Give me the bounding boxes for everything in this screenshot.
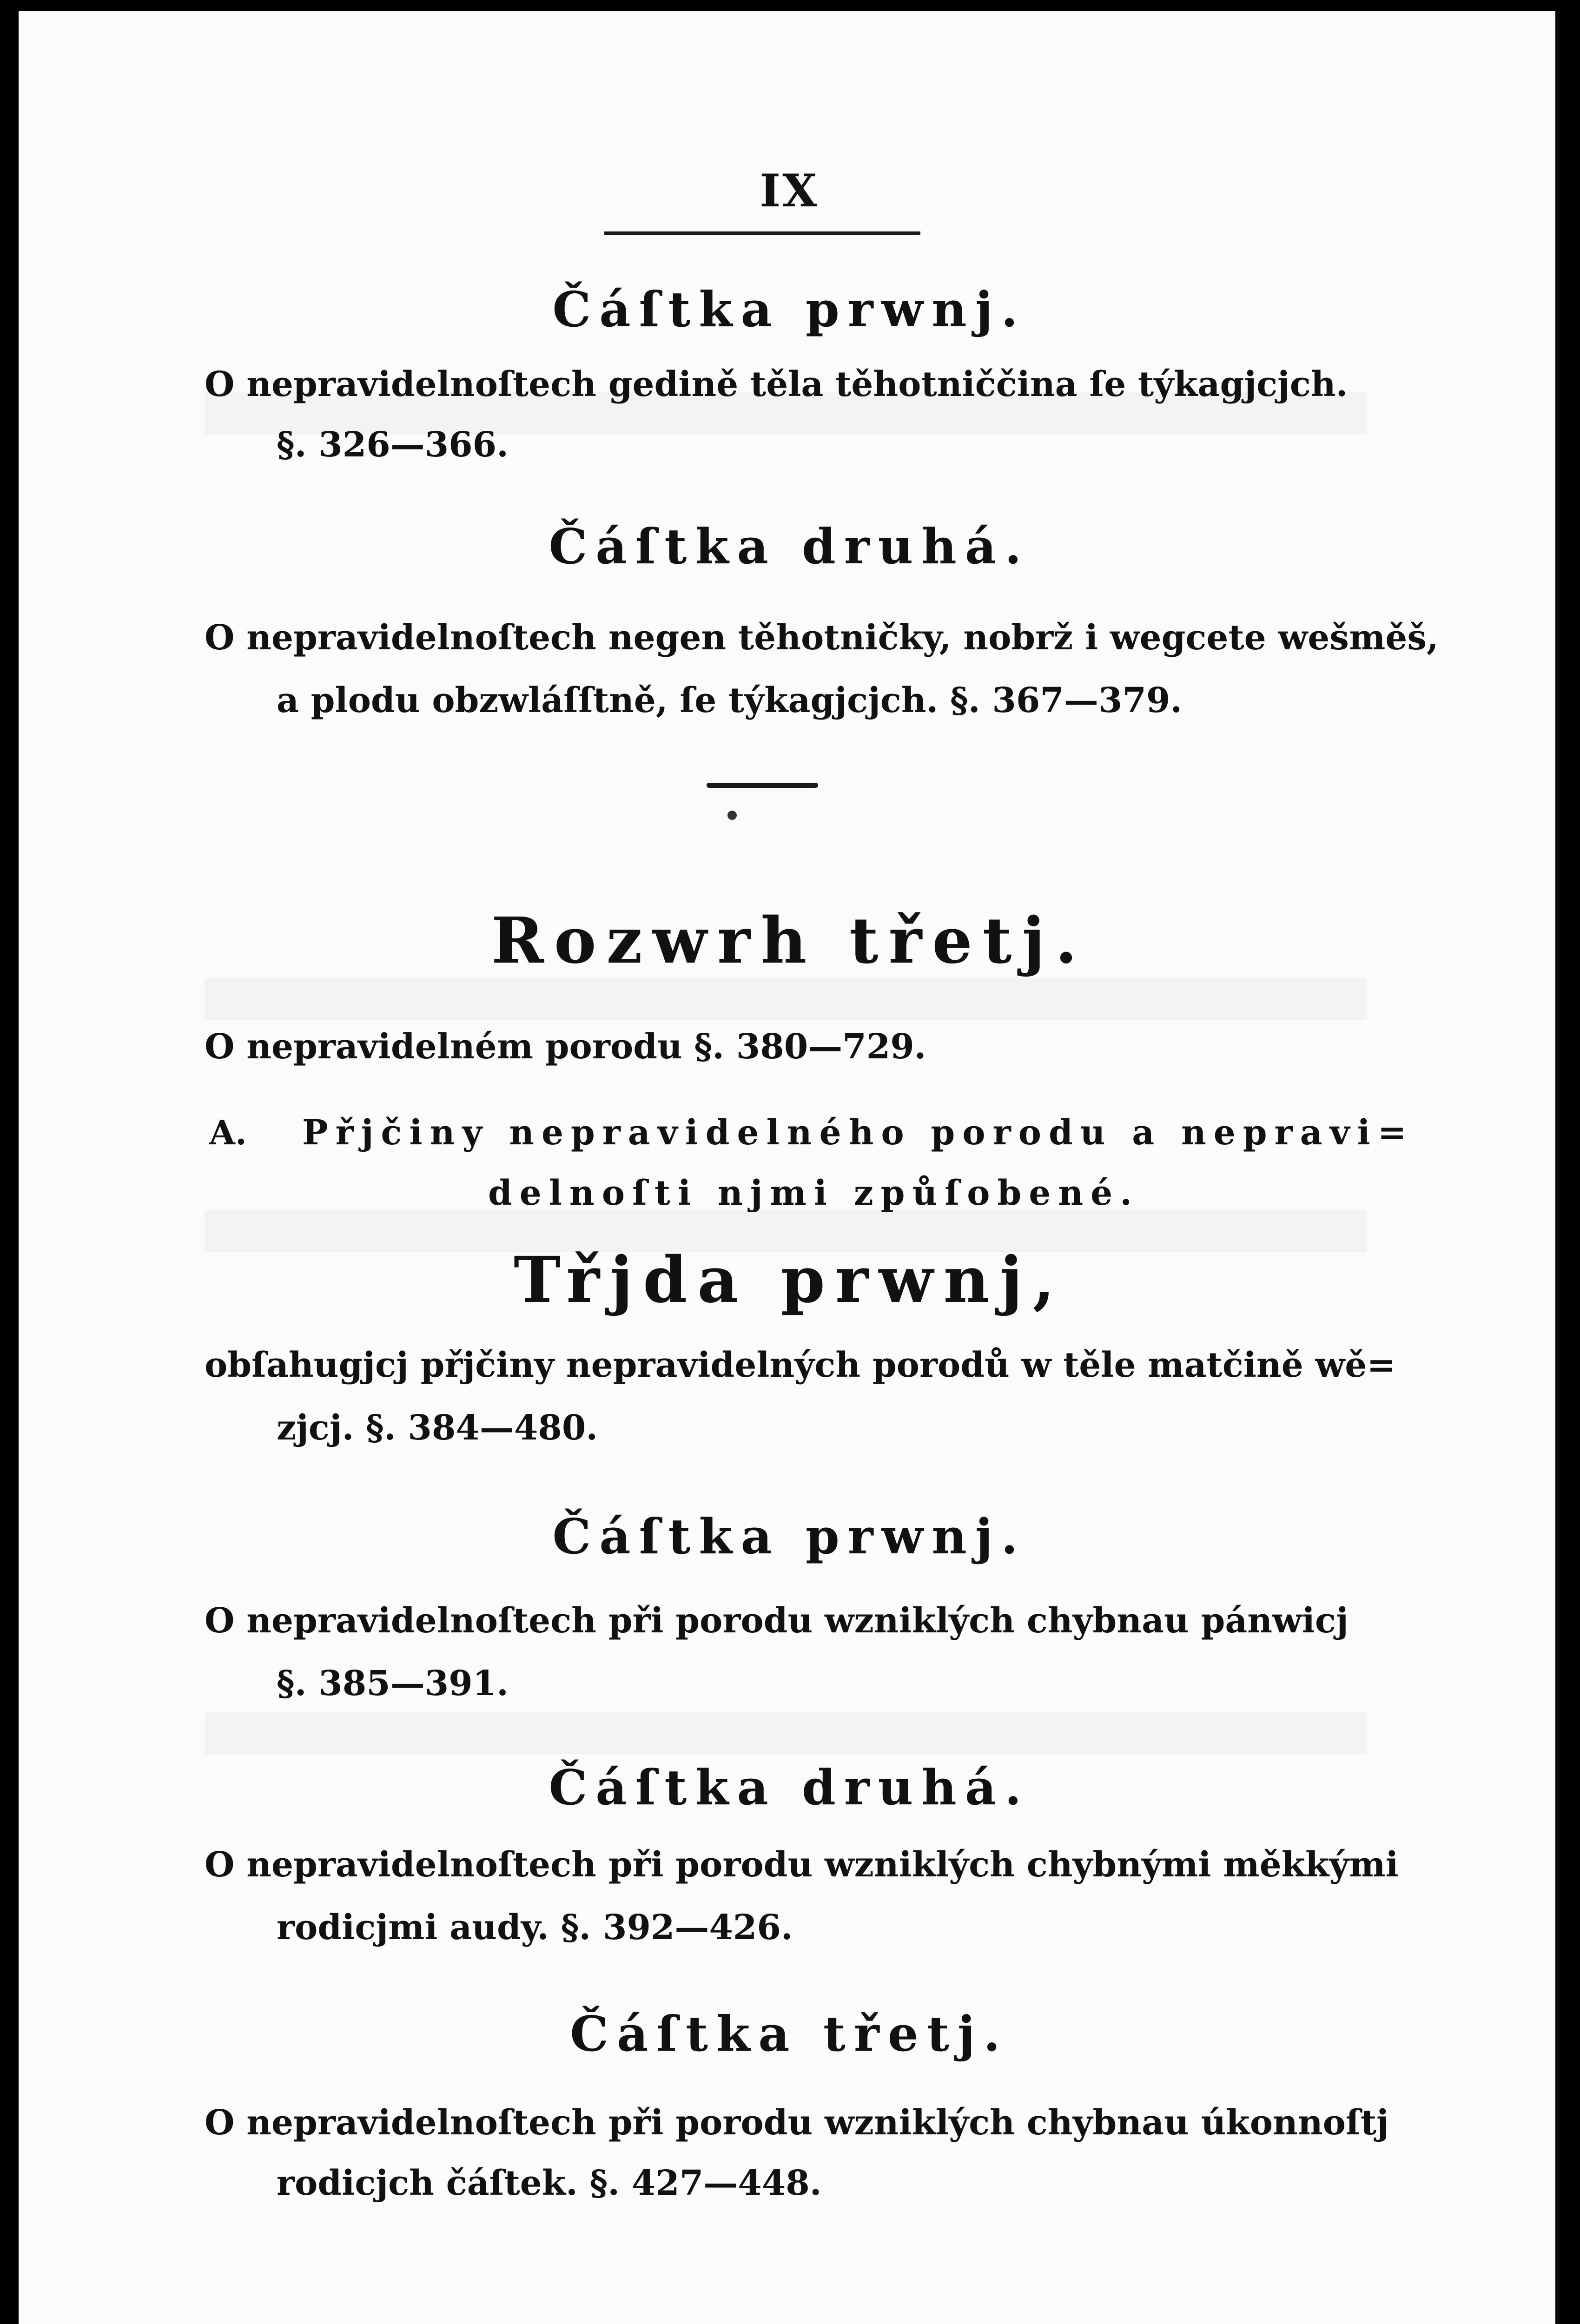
section-separator	[707, 783, 818, 788]
class-line-2: zjcj. §. 384—480.	[277, 1408, 598, 1448]
class-line-1: obſahugjcj přjčiny nepravidelných porodů w těle matčině wě=	[205, 1345, 1396, 1385]
part-heading: Rozwrh třetj.	[491, 904, 1088, 978]
section-1-line-2: §. 326—366.	[277, 425, 509, 465]
part-subtitle: O nepravidelném porodu §. 380—729.	[205, 1027, 926, 1067]
book-page	[19, 11, 1560, 2324]
separator-dot	[727, 811, 737, 820]
cause-line-1: Přjčiny nepravidelného porodu a nepravi=	[302, 1113, 1414, 1153]
subsection-2-line-2: rodicjmi audy. §. 392—426.	[277, 1908, 793, 1948]
cause-line-2: delnoſti njmi způſobené.	[488, 1173, 1139, 1213]
subsection-3-line-1: O nepravidelnoſtech při porodu wzniklých chybnau úkonnoſtj	[205, 2103, 1389, 2143]
subsection-2-line-1: O nepravidelnoſtech při porodu wzniklých chybnými měkkými	[205, 1845, 1399, 1885]
subsection-heading-1: Čáſtka prwnj.	[552, 1508, 1026, 1565]
bleed-through-shadow	[205, 978, 1367, 1020]
section-1-line-1: O nepravidelnoſtech gedině těla těhotniččina ſe týkagjcjch.	[205, 364, 1348, 404]
section-heading-2: Čáſtka druhá.	[549, 518, 1030, 575]
section-heading-1: Čáſtka prwnj.	[552, 281, 1026, 338]
page-number: IX	[760, 165, 819, 217]
subsection-3-line-2: rodicjch čáſtek. §. 427—448.	[277, 2163, 822, 2203]
section-2-line-1: O nepravidelnoſtech negen těhotničky, nobrž i wegcete wešměš,	[205, 618, 1439, 658]
subsection-heading-3: Čáſtka třetj.	[570, 2005, 1009, 2062]
list-marker-a: A.	[209, 1113, 247, 1152]
section-2-line-2: a plodu obzwláſſtně, ſe týkagjcjch. §. 367—379.	[277, 680, 1183, 720]
subsection-heading-2: Čáſtka druhá.	[549, 1759, 1030, 1816]
header-rule	[604, 231, 920, 235]
bleed-through-shadow	[205, 1712, 1367, 1754]
class-heading: Třjda prwnj,	[514, 1243, 1065, 1317]
subsection-1-line-1: O nepravidelnoſtech při porodu wzniklých chybnau pánwicj	[205, 1601, 1349, 1641]
subsection-1-line-2: §. 385—391.	[277, 1664, 509, 1703]
